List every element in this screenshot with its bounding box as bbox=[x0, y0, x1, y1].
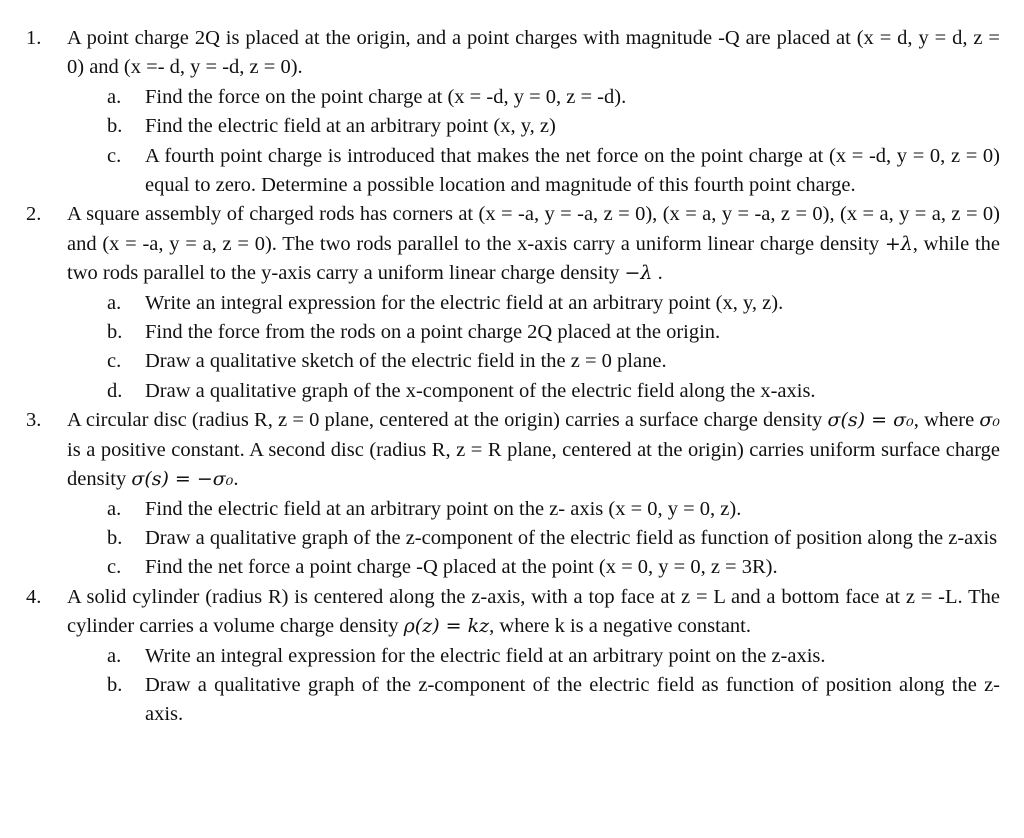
subpart-text: Draw a qualitative graph of the z-component of the electric field as function of position along the z-axis. bbox=[145, 673, 1000, 726]
subpart-text: Find the force from the rods on a point charge 2Q placed at the origin. bbox=[145, 321, 721, 344]
statement-text: , while the two rods parallel to the y-axis carry a uniform linear charge density bbox=[67, 232, 1001, 285]
subpart-list bbox=[67, 289, 1000, 407]
subpart-letter: a. bbox=[107, 291, 122, 314]
statement-text: , where bbox=[913, 409, 980, 432]
subpart-text: Draw a qualitative graph of the x-component of the electric field along the x-axis. bbox=[145, 379, 816, 402]
subpart-letter: b. bbox=[107, 115, 123, 138]
subpart-text: A fourth point charge is introduced that makes the net force on the point charge at (x = -d, y = 0, z = 0) equal to zero. Determine a possible location and magnitude of this fourth point charge. bbox=[145, 144, 1000, 197]
statement-text: A square assembly of charged rods has corners at (x = -a, y = -a, z = 0), (x = a, y = -a, z = 0), (x = a, y = a, z = 0) and (x = -a, y = a, z = 0). The two rods parallel to the x-axis carry a uniform linear charge density bbox=[67, 203, 1000, 255]
math-expression: σ(s) = σ₀ bbox=[827, 409, 914, 432]
subpart-letter: c. bbox=[107, 556, 122, 579]
statement-text: is a positive constant. A second disc (radius R, z = R plane, centered at the origin) carries uniform surface charge density bbox=[67, 438, 1000, 491]
subpart-text: Find the electric field at an arbitrary point (x, y, z) bbox=[145, 115, 556, 138]
subpart bbox=[107, 553, 1000, 582]
subpart bbox=[107, 83, 1000, 112]
statement-text: . bbox=[652, 262, 663, 285]
math-expression: σ(s) = −σ₀ bbox=[131, 468, 234, 491]
problem-list bbox=[24, 24, 1000, 730]
math-expression: +λ bbox=[884, 232, 913, 255]
problem-number: 1. bbox=[26, 27, 42, 49]
subpart-letter: c. bbox=[107, 144, 122, 167]
problem-number: 3. bbox=[26, 409, 42, 432]
problem-3 bbox=[24, 406, 1000, 582]
subpart-list bbox=[67, 495, 1000, 583]
math-expression: σ₀ bbox=[979, 409, 1000, 432]
problem-statement bbox=[67, 200, 1000, 288]
subpart-letter: a. bbox=[107, 644, 122, 667]
subpart bbox=[107, 347, 1000, 376]
statement-text: . bbox=[233, 468, 239, 491]
subpart-text: Find the electric field at an arbitrary point on the z- axis (x = 0, y = 0, z). bbox=[145, 497, 742, 520]
statement-text: A circular disc (radius R, z = 0 plane, centered at the origin) carries a surface charge density bbox=[67, 409, 828, 432]
subpart bbox=[107, 495, 1000, 524]
subpart bbox=[107, 289, 1000, 318]
math-expression: −λ bbox=[624, 262, 653, 285]
problem-statement: A point charge 2Q is placed at the origin, and a point charges with magnitude -Q are placed at (x = d, y = d, z = 0) and (x =- d, y = -d, z = 0). bbox=[67, 27, 1000, 79]
math-expression: ρ(z) = kz bbox=[403, 615, 490, 638]
problem-number: 2. bbox=[26, 203, 42, 226]
statement-text: , where k is a negative constant. bbox=[489, 615, 751, 638]
subpart-letter: d. bbox=[107, 379, 123, 402]
subpart-text: Write an integral expression for the electric field at an arbitrary point on the z-axis. bbox=[145, 644, 826, 667]
subpart-text: Write an integral expression for the electric field at an arbitrary point (x, y, z). bbox=[145, 291, 784, 314]
subpart-letter: c. bbox=[107, 350, 122, 373]
subpart-list bbox=[67, 642, 1000, 730]
subpart-letter: b. bbox=[107, 321, 123, 344]
subpart-text: Find the force on the point charge at (x = -d, y = 0, z = -d). bbox=[145, 85, 627, 108]
problem-2 bbox=[24, 200, 1000, 406]
subpart-letter: a. bbox=[107, 497, 122, 520]
subpart bbox=[107, 112, 1000, 141]
subpart bbox=[107, 318, 1000, 347]
subpart bbox=[107, 524, 1000, 553]
subpart bbox=[107, 642, 1000, 671]
problem-statement bbox=[67, 583, 1000, 642]
subpart-letter: a. bbox=[107, 85, 122, 108]
problem-statement bbox=[67, 406, 1000, 494]
problem-4 bbox=[24, 583, 1000, 730]
subpart-letter: b. bbox=[107, 526, 123, 549]
statement-text: A solid cylinder (radius R) is centered along the z-axis, with a top face at z = L and a bottom face at z = -L. The cylinder carries a volume charge density bbox=[67, 585, 1000, 638]
subpart-text: Find the net force a point charge -Q placed at the point (x = 0, y = 0, z = 3R). bbox=[145, 556, 778, 579]
subpart-text: Draw a qualitative sketch of the electric field in the z = 0 plane. bbox=[145, 350, 667, 373]
subpart-list bbox=[67, 83, 1000, 201]
subpart bbox=[107, 377, 1000, 406]
problem-number: 4. bbox=[26, 585, 42, 608]
subpart bbox=[107, 671, 1000, 730]
subpart-text: Draw a qualitative graph of the z-component of the electric field as function of position along the z-axis bbox=[145, 526, 998, 549]
subpart-letter: b. bbox=[107, 673, 123, 696]
problem-1 bbox=[24, 24, 1000, 200]
subpart bbox=[107, 142, 1000, 201]
